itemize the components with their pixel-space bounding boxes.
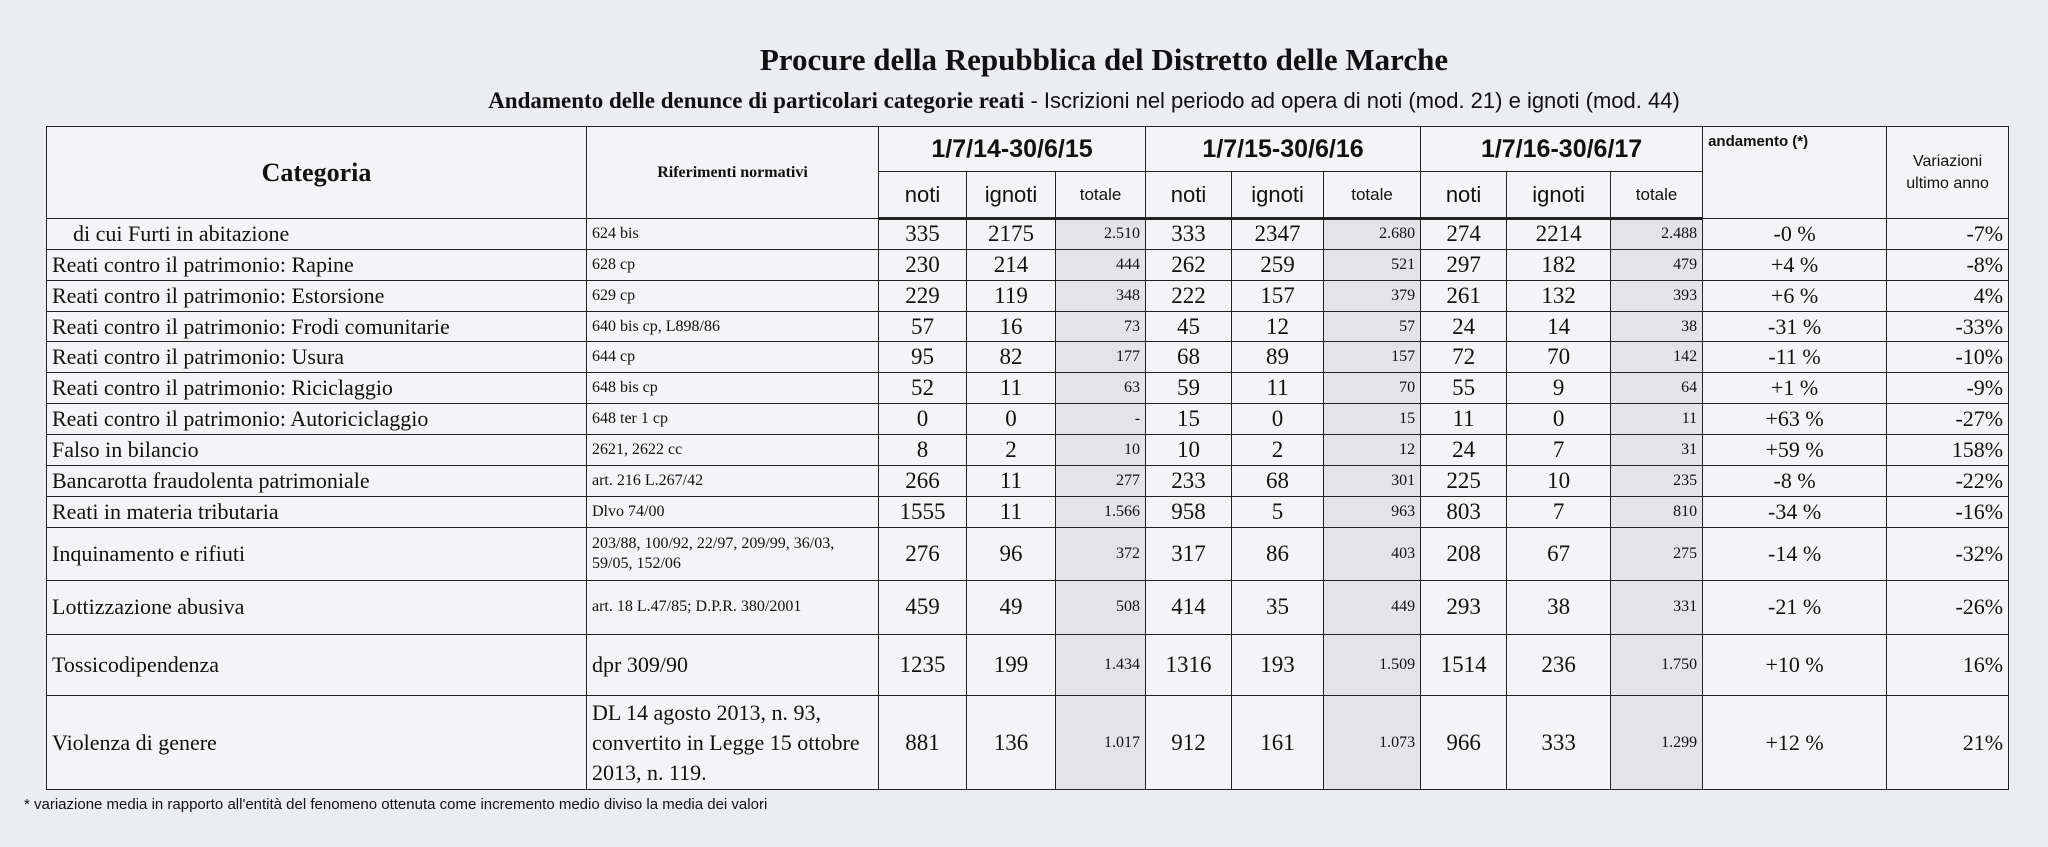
cell-ignoti: 0	[1232, 404, 1324, 435]
cell-totale: 449	[1324, 581, 1421, 634]
header-ignoti: ignoti	[967, 172, 1056, 219]
header-noti: noti	[879, 172, 967, 219]
cell-noti: 266	[879, 465, 967, 496]
cell-variazioni: -22%	[1887, 465, 2009, 496]
cell-ignoti: 0	[1507, 404, 1611, 435]
cell-andamento: +10 %	[1703, 634, 1887, 696]
cell-andamento: -31 %	[1703, 311, 1887, 342]
cell-noti: 59	[1146, 373, 1232, 404]
cell-ignoti: 86	[1232, 527, 1324, 580]
cell-categoria: Lottizzazione abusiva	[47, 581, 587, 634]
cell-andamento: -0 %	[1703, 219, 1887, 250]
cell-andamento: +59 %	[1703, 435, 1887, 466]
cell-andamento: +63 %	[1703, 404, 1887, 435]
cell-riferimenti: art. 216 L.267/42	[587, 465, 879, 496]
cell-noti: 225	[1421, 465, 1507, 496]
cell-categoria: Reati contro il patrimonio: Usura	[47, 342, 587, 373]
header-noti: noti	[1146, 172, 1232, 219]
cell-riferimenti: Dlvo 74/00	[587, 496, 879, 527]
cell-andamento: -11 %	[1703, 342, 1887, 373]
cell-totale: 10	[1056, 435, 1146, 466]
cell-totale: 142	[1611, 342, 1703, 373]
cell-ignoti: 259	[1232, 249, 1324, 280]
cell-variazioni: -32%	[1887, 527, 2009, 580]
footnote: * variazione media in rapporto all'entità del fenomeno ottenuta come incremento medio diviso la media dei valori	[24, 796, 768, 813]
cell-ignoti: 119	[967, 280, 1056, 311]
cell-ignoti: 11	[1232, 373, 1324, 404]
table-row	[47, 465, 2009, 496]
cell-totale: 31	[1611, 435, 1703, 466]
header-totale: totale	[1056, 172, 1146, 219]
header-totale: totale	[1324, 172, 1421, 219]
cell-variazioni: 158%	[1887, 435, 2009, 466]
table-row	[47, 527, 2009, 580]
cell-categoria: Reati contro il patrimonio: Autoriciclaggio	[47, 404, 587, 435]
cell-ignoti: 0	[967, 404, 1056, 435]
header-period-1: 1/7/14-30/6/15	[879, 127, 1146, 172]
cell-riferimenti: 2621, 2622 cc	[587, 435, 879, 466]
cell-noti: 1316	[1146, 634, 1232, 696]
header-ignoti: ignoti	[1232, 172, 1324, 219]
cell-totale: 157	[1324, 342, 1421, 373]
cell-totale: 1.434	[1056, 634, 1146, 696]
cell-andamento: -14 %	[1703, 527, 1887, 580]
cell-totale: 38	[1611, 311, 1703, 342]
cell-riferimenti: 624 bis	[587, 219, 879, 250]
cell-variazioni: 16%	[1887, 634, 2009, 696]
cell-riferimenti: DL 14 agosto 2013, n. 93, convertito in Legge 15 ottobre 2013, n. 119.	[587, 696, 879, 790]
cell-variazioni: -33%	[1887, 311, 2009, 342]
cell-ignoti: 49	[967, 581, 1056, 634]
cell-totale: 2.510	[1056, 219, 1146, 250]
cell-noti: 1514	[1421, 634, 1507, 696]
cell-ignoti: 68	[1232, 465, 1324, 496]
cell-riferimenti: 203/88, 100/92, 22/97, 209/99, 36/03, 59/05, 152/06	[587, 527, 879, 580]
cell-totale: 2.488	[1611, 219, 1703, 250]
table-row	[47, 249, 2009, 280]
cell-ignoti: 89	[1232, 342, 1324, 373]
cell-variazioni: -8%	[1887, 249, 2009, 280]
page-title: Procure della Repubblica del Distretto delle Marche	[759, 42, 1449, 77]
cell-ignoti: 199	[967, 634, 1056, 696]
cell-ignoti: 11	[967, 496, 1056, 527]
cell-andamento: -34 %	[1703, 496, 1887, 527]
cell-noti: 881	[879, 696, 967, 790]
cell-ignoti: 2175	[967, 219, 1056, 250]
cell-totale: 1.017	[1056, 696, 1146, 790]
cell-riferimenti: 628 cp	[587, 249, 879, 280]
cell-ignoti: 82	[967, 342, 1056, 373]
cell-totale: 331	[1611, 581, 1703, 634]
cell-noti: 8	[879, 435, 967, 466]
cell-noti: 459	[879, 581, 967, 634]
cell-categoria: Reati contro il patrimonio: Rapine	[47, 249, 587, 280]
cell-ignoti: 16	[967, 311, 1056, 342]
cell-noti: 1555	[879, 496, 967, 527]
header-totale: totale	[1611, 172, 1703, 219]
cell-andamento: +6 %	[1703, 280, 1887, 311]
cell-noti: 0	[879, 404, 967, 435]
cell-noti: 208	[1421, 527, 1507, 580]
cell-totale: 57	[1324, 311, 1421, 342]
cell-totale: 12	[1324, 435, 1421, 466]
cell-riferimenti: 648 ter 1 cp	[587, 404, 879, 435]
cell-noti: 958	[1146, 496, 1232, 527]
cell-ignoti: 214	[967, 249, 1056, 280]
cell-totale: 2.680	[1324, 219, 1421, 250]
table-row	[47, 219, 2009, 250]
cell-noti: 15	[1146, 404, 1232, 435]
cell-riferimenti: 640 bis cp, L898/86	[587, 311, 879, 342]
table-row	[47, 373, 2009, 404]
cell-andamento: +1 %	[1703, 373, 1887, 404]
cell-noti: 24	[1421, 435, 1507, 466]
cell-totale: 379	[1324, 280, 1421, 311]
cell-ignoti: 2214	[1507, 219, 1611, 250]
cell-variazioni: -9%	[1887, 373, 2009, 404]
cell-noti: 297	[1421, 249, 1507, 280]
cell-ignoti: 333	[1507, 696, 1611, 790]
cell-ignoti: 161	[1232, 696, 1324, 790]
cell-categoria: Violenza di genere	[47, 696, 587, 790]
cell-noti: 222	[1146, 280, 1232, 311]
cell-noti: 333	[1146, 219, 1232, 250]
header-noti: noti	[1421, 172, 1507, 219]
cell-noti: 803	[1421, 496, 1507, 527]
table-row	[47, 435, 2009, 466]
cell-noti: 261	[1421, 280, 1507, 311]
cell-ignoti: 96	[967, 527, 1056, 580]
cell-variazioni: 4%	[1887, 280, 2009, 311]
cell-totale: 301	[1324, 465, 1421, 496]
cell-andamento: -21 %	[1703, 581, 1887, 634]
cell-ignoti: 9	[1507, 373, 1611, 404]
cell-ignoti: 132	[1507, 280, 1611, 311]
cell-totale: 235	[1611, 465, 1703, 496]
cell-noti: 24	[1421, 311, 1507, 342]
cell-ignoti: 12	[1232, 311, 1324, 342]
cell-noti: 57	[879, 311, 967, 342]
cell-noti: 95	[879, 342, 967, 373]
table-row	[47, 404, 2009, 435]
cell-noti: 230	[879, 249, 967, 280]
header-riferimenti: Riferimenti normativi	[587, 127, 879, 219]
table-row	[47, 634, 2009, 696]
cell-noti: 1235	[879, 634, 967, 696]
cell-noti: 262	[1146, 249, 1232, 280]
cell-ignoti: 193	[1232, 634, 1324, 696]
cell-variazioni: -7%	[1887, 219, 2009, 250]
cell-ignoti: 2	[967, 435, 1056, 466]
cell-totale: 1.509	[1324, 634, 1421, 696]
header-period-3: 1/7/16-30/6/17	[1421, 127, 1703, 172]
cell-riferimenti: 648 bis cp	[587, 373, 879, 404]
cell-totale: 70	[1324, 373, 1421, 404]
cell-totale: 63	[1056, 373, 1146, 404]
cell-noti: 52	[879, 373, 967, 404]
cell-totale: 521	[1324, 249, 1421, 280]
cell-variazioni: -27%	[1887, 404, 2009, 435]
cell-totale: -	[1056, 404, 1146, 435]
table-row	[47, 496, 2009, 527]
cell-totale: 275	[1611, 527, 1703, 580]
cell-ignoti: 7	[1507, 496, 1611, 527]
cell-totale: 73	[1056, 311, 1146, 342]
cell-andamento: -8 %	[1703, 465, 1887, 496]
cell-variazioni: -10%	[1887, 342, 2009, 373]
cell-riferimenti: art. 18 L.47/85; D.P.R. 380/2001	[587, 581, 879, 634]
cell-categoria: Falso in bilancio	[47, 435, 587, 466]
cell-totale: 348	[1056, 280, 1146, 311]
cell-totale: 403	[1324, 527, 1421, 580]
cell-noti: 335	[879, 219, 967, 250]
cell-totale: 1.073	[1324, 696, 1421, 790]
cell-andamento: +12 %	[1703, 696, 1887, 790]
cell-noti: 276	[879, 527, 967, 580]
subtitle-rest: - Iscrizioni nel periodo ad opera di noti (mod. 21) e ignoti (mod. 44)	[1024, 88, 1680, 113]
cell-noti: 72	[1421, 342, 1507, 373]
cell-ignoti: 11	[967, 465, 1056, 496]
cell-totale: 963	[1324, 496, 1421, 527]
header-categoria: Categoria	[47, 127, 587, 219]
cell-noti: 912	[1146, 696, 1232, 790]
cell-ignoti: 38	[1507, 581, 1611, 634]
cell-ignoti: 70	[1507, 342, 1611, 373]
header-andamento: andamento (*)	[1703, 127, 1887, 219]
cell-ignoti: 5	[1232, 496, 1324, 527]
cell-variazioni: -16%	[1887, 496, 2009, 527]
cell-ignoti: 157	[1232, 280, 1324, 311]
crime-statistics-table	[46, 126, 2009, 790]
cell-ignoti: 2347	[1232, 219, 1324, 250]
cell-riferimenti: 629 cp	[587, 280, 879, 311]
cell-ignoti: 136	[967, 696, 1056, 790]
table-row	[47, 311, 2009, 342]
cell-categoria: Bancarotta fraudolenta patrimoniale	[47, 465, 587, 496]
cell-totale: 277	[1056, 465, 1146, 496]
table-body	[47, 219, 2009, 790]
cell-noti: 414	[1146, 581, 1232, 634]
cell-categoria: Reati contro il patrimonio: Frodi comunitarie	[47, 311, 587, 342]
cell-ignoti: 67	[1507, 527, 1611, 580]
cell-categoria: di cui Furti in abitazione	[47, 219, 587, 250]
cell-categoria: Reati contro il patrimonio: Estorsione	[47, 280, 587, 311]
cell-noti: 317	[1146, 527, 1232, 580]
cell-noti: 274	[1421, 219, 1507, 250]
cell-totale: 444	[1056, 249, 1146, 280]
cell-noti: 45	[1146, 311, 1232, 342]
cell-riferimenti: dpr 309/90	[587, 634, 879, 696]
cell-totale: 11	[1611, 404, 1703, 435]
cell-totale: 1.299	[1611, 696, 1703, 790]
cell-ignoti: 14	[1507, 311, 1611, 342]
cell-totale: 372	[1056, 527, 1146, 580]
page-subtitle	[60, 88, 2048, 114]
cell-ignoti: 236	[1507, 634, 1611, 696]
cell-noti: 11	[1421, 404, 1507, 435]
table-row	[47, 280, 2009, 311]
table-row	[47, 581, 2009, 634]
cell-andamento: +4 %	[1703, 249, 1887, 280]
cell-variazioni: -26%	[1887, 581, 2009, 634]
cell-totale: 15	[1324, 404, 1421, 435]
cell-noti: 55	[1421, 373, 1507, 404]
cell-ignoti: 182	[1507, 249, 1611, 280]
cell-totale: 64	[1611, 373, 1703, 404]
cell-noti: 10	[1146, 435, 1232, 466]
header-period-2: 1/7/15-30/6/16	[1146, 127, 1421, 172]
cell-categoria: Reati in materia tributaria	[47, 496, 587, 527]
cell-totale: 810	[1611, 496, 1703, 527]
header-variazioni: Variazioni ultimo anno	[1887, 127, 2009, 219]
cell-totale: 177	[1056, 342, 1146, 373]
cell-categoria: Reati contro il patrimonio: Riciclaggio	[47, 373, 587, 404]
cell-totale: 1.566	[1056, 496, 1146, 527]
cell-totale: 1.750	[1611, 634, 1703, 696]
cell-ignoti: 35	[1232, 581, 1324, 634]
cell-categoria: Tossicodipendenza	[47, 634, 587, 696]
cell-noti: 233	[1146, 465, 1232, 496]
cell-noti: 229	[879, 280, 967, 311]
cell-noti: 966	[1421, 696, 1507, 790]
subtitle-bold: Andamento delle denunce di particolari categorie reati	[488, 88, 1025, 113]
cell-noti: 68	[1146, 342, 1232, 373]
cell-categoria: Inquinamento e rifiuti	[47, 527, 587, 580]
cell-totale: 393	[1611, 280, 1703, 311]
table-row	[47, 342, 2009, 373]
cell-ignoti: 11	[967, 373, 1056, 404]
cell-totale: 479	[1611, 249, 1703, 280]
cell-variazioni: 21%	[1887, 696, 2009, 790]
table-row	[47, 696, 2009, 790]
header-ignoti: ignoti	[1507, 172, 1611, 219]
cell-ignoti: 7	[1507, 435, 1611, 466]
cell-ignoti: 10	[1507, 465, 1611, 496]
cell-riferimenti: 644 cp	[587, 342, 879, 373]
cell-ignoti: 2	[1232, 435, 1324, 466]
cell-totale: 508	[1056, 581, 1146, 634]
cell-noti: 293	[1421, 581, 1507, 634]
